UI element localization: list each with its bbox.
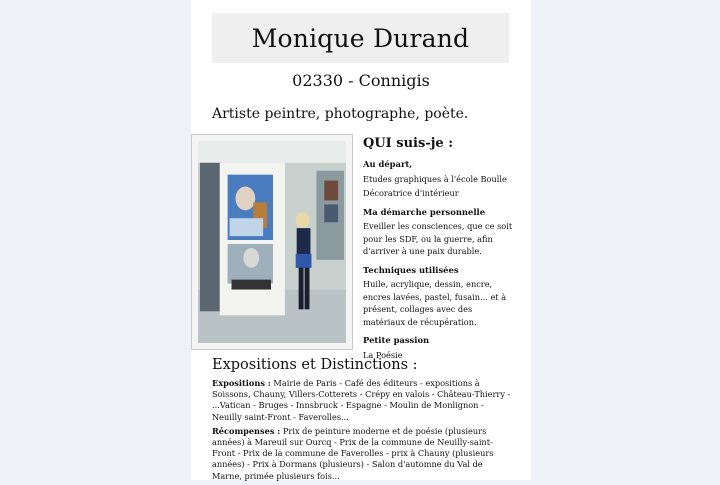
bio-heading: Techniques utilisées (363, 264, 459, 275)
awards-label: Récompenses : (212, 425, 281, 436)
artist-tagline: Artiste peintre, photographe, poète. (212, 106, 469, 122)
bio-heading: Ma démarche personnelle (363, 206, 486, 217)
awards-text: Prix de peinture moderne et de poésie (plusieurs années) à Mareuil sur Ourcq - Prix de la commune de Neuilly-saint-Front - Prix de la commune de Faverolles - prix à Chauny (plusieurs années) - Prix à Dormans (plusieurs) - Salon d'automne du Val de Marne, primée plusieurs fois... (212, 425, 494, 481)
expositions-text: Mairie de Paris - Café des éditeurs - expositions à Soissons, Chauny, Villers-Cotterets - Crépy en valois - Château-Thierry - ...Vatican - Bruges - Innsbruck - Espagne - Moulin de Monlignon - Neuilly saint-Front - Faverolles... (212, 378, 511, 422)
page (191, 0, 531, 480)
bio-title: QUI suis-je : (363, 136, 453, 151)
bio-line: Eveiller les consciences, que ce soit pour les SDF, ou la guerre, afin d'arriver à une paix durable. (363, 221, 513, 256)
bio-heading: Au départ, (363, 159, 413, 169)
artist-name: Monique Durand (251, 23, 470, 53)
bio-line: Etudes graphiques à l'école Boulle (363, 173, 507, 184)
artist-photo (191, 134, 353, 350)
exhibition-photo (198, 141, 346, 343)
expositions-block (212, 378, 512, 485)
expositions-title: Expositions et Distinctions : (212, 357, 418, 373)
awards-paragraph (212, 426, 512, 482)
title-box (212, 13, 509, 63)
bio-line: Décoratrice d'intérieur (363, 188, 459, 198)
artist-location: 02330 - Connigis (292, 71, 430, 90)
bio-section (363, 136, 513, 363)
bio-line: Huile, acrylique, dessin, encre, encres lavées, pastel, fusain... et à présent, collages avec des matériaux de récupération. (363, 279, 507, 327)
bio-line: La Poésie (363, 349, 403, 360)
expositions-label: Expositions : (212, 378, 271, 388)
bio-heading: Petite passion (363, 335, 430, 345)
expositions-paragraph (212, 378, 512, 423)
